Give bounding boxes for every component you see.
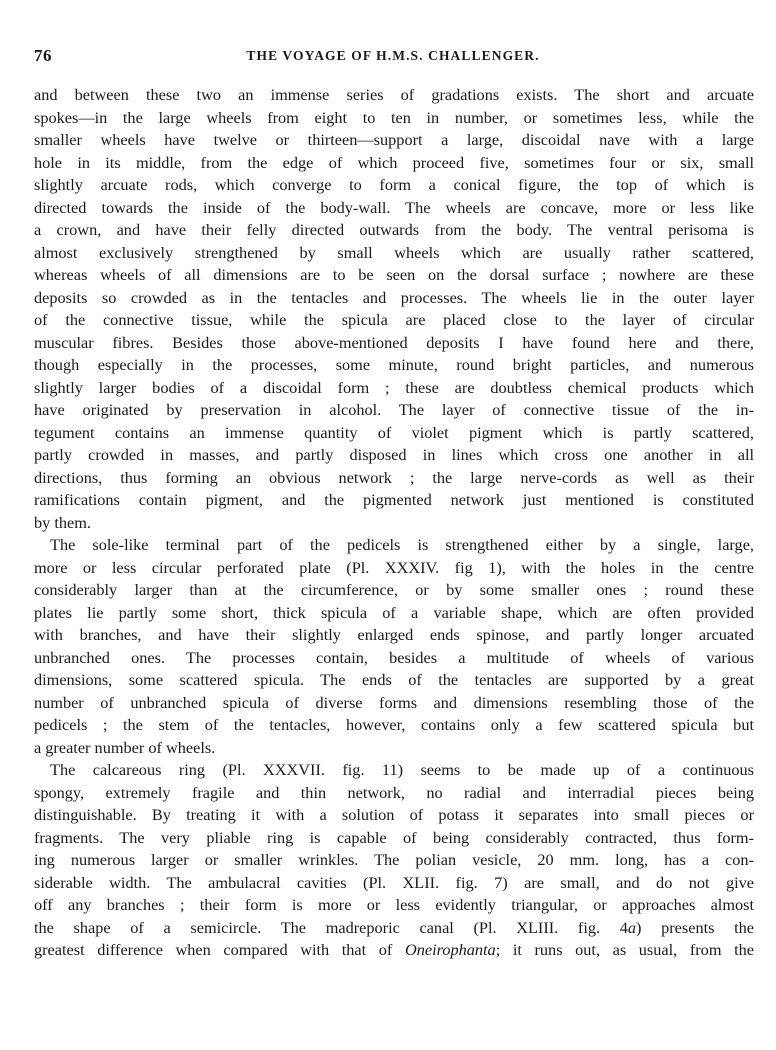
text-line: whereas wheels of all dimensions are to be seen on the dorsal surface ; nowhere are these [34,265,754,284]
text-line: by them. [34,512,91,532]
text-line: pedicels ; the stem of the tentacles, however, contains only a few scattered spicula but [34,715,754,734]
text-line: and between these two an immense series of gradations exists. The short and arcuate [34,85,754,104]
text-line: directions, thus forming an obvious network ; the large nerve-cords as well as their [34,467,754,487]
text-line: the shape of a semicircle. The madreporic canal (Pl. XLIII. fig. 4a) presents the [34,917,754,937]
text-line: dimensions, some scattered spicula. The ends of the tentacles are supported by a great [34,670,754,689]
text-line: The calcareous ring (Pl. XXXVII. fig. 11) seems to be made up of a continuous [50,760,754,779]
genus-name: Oneirophanta [404,940,496,959]
page-header [34,46,752,70]
text-line: spongy, extremely fragile and thin network, no radial and interradial pieces being [34,782,754,802]
text-line: deposits so crowded as in the tentacles and processes. The wheels lie in the outer layer [34,287,754,307]
text-line: partly crowded in masses, and partly disposed in lines which cross one another in all [34,445,754,464]
paragraph [34,84,754,534]
text-line: plates lie partly some short, thick spicula of a variable shape, which are often provided [34,602,754,622]
text-line: muscular fibres. Besides those above-mentioned deposits I have found here and there, [34,332,754,352]
text-line: siderable width. The ambulacral cavities (Pl. XLII. fig. 7) are small, and do not give [34,872,754,892]
text-line: considerably larger than at the circumference, or by some smaller ones ; round these [34,580,754,599]
text-line: a crown, and have their felly directed outwards from the body. The ventral perisoma is [34,220,754,239]
text-line: of the connective tissue, while the spicula are placed close to the layer of circular [34,310,754,329]
running-head: THE VOYAGE OF H.M.S. CHALLENGER. [246,48,540,63]
text-line: though especially in the processes, some minute, round bright particles, and numerous [34,355,754,374]
page-number: 76 [34,46,52,65]
text-line: have originated by preservation in alcohol. The layer of connective tissue of the in- [34,400,754,419]
figure-label: a [627,917,637,937]
text-line: greatest difference when compared with that of Oneirophanta; it runs out, as usual, from the [34,940,754,959]
text-line: smaller wheels have twelve or thirteen—support a large, discoidal nave with a large [34,130,754,149]
text-line: a greater number of wheels. [34,737,216,757]
body-text [34,84,754,962]
text-line: directed towards the inside of the body-wall. The wheels are concave, more or less like [34,197,754,217]
text-line: hole in its middle, from the edge of which proceed five, sometimes four or six, small [34,152,754,172]
text-line: tegument contains an immense quantity of violet pigment which is partly scattered, [34,422,754,442]
text-line: distinguishable. By treating it with a solution of potass it separates into small pieces or [34,805,754,824]
text-line: ing numerous larger or smaller wrinkles. The polian vesicle, 20 mm. long, has a con- [34,850,754,869]
text-line: spokes—in the large wheels from eight to ten in number, or sometimes less, while the [34,107,754,127]
text-line: slightly larger bodies of a discoidal form ; these are doubtless chemical products which [34,377,754,397]
text-line: with branches, and have their slightly enlarged ends spinose, and partly longer arcuated [34,625,754,644]
text-line: almost exclusively strengthened by small wheels which are usually rather scattered, [34,242,754,262]
text-line: The sole-like terminal part of the pedicels is strengthened either by a single, large, [50,535,754,554]
text-line: unbranched ones. The processes contain, besides a multitude of wheels of various [34,647,754,667]
text-line: more or less circular perforated plate (Pl. XXXIV. fig 1), with the holes in the centre [34,557,754,577]
text-line: ramifications contain pigment, and the pigmented network just mentioned is constituted [34,490,754,509]
text-line: slightly arcuate rods, which converge to form a conical figure, the top of which is [34,175,754,194]
text-line: off any branches ; their form is more or less evidently triangular, or approaches almost [34,895,754,914]
text-line: number of unbranched spicula of diverse forms and dimensions resembling those of the [34,692,754,712]
text-line: fragments. The very pliable ring is capable of being considerably contracted, thus form- [34,827,754,847]
paragraph [34,759,754,962]
paragraph [34,534,754,759]
